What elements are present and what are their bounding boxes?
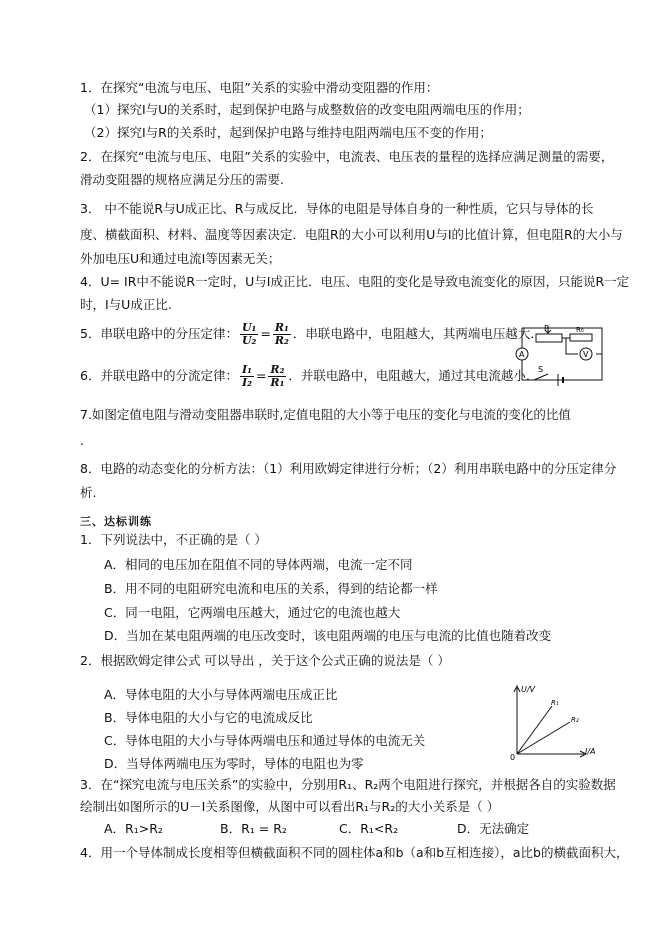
question-2-option-c: C．导体电阻的大小与导体两端电压和通过导体的电流无关 [104, 733, 426, 748]
question-1-option-a: A．相同的电压加在阻值不同的导体两端，电流一定不同 [104, 557, 413, 572]
point-5-suffix: ．串联电路中，电阻越大，其两端电压越大. [292, 326, 535, 341]
point-8-line-2: 析. [80, 485, 97, 500]
point-1: 1．在探究“电流与电压、电阻”关系的实验中滑动变阻器的作用： [80, 80, 439, 95]
question-2-option-a: A．导体电阻的大小与导体两端电压成正比 [104, 687, 338, 702]
point-6-prefix: 6．并联电路中的分流定律： [80, 368, 238, 383]
switch-label: S [538, 365, 544, 374]
slider-p-label: P [544, 324, 549, 333]
resistor-r0-label: R₀ [576, 326, 584, 334]
question-3-option-a: A．R₁>R₂ [104, 821, 163, 836]
question-1-option-b: B．用不同的电阻研究电流和电压的关系，得到的结论都一样 [104, 581, 438, 596]
question-1-option-c: C．同一电阻，它两端电压越大，通过它的电流也越大 [104, 605, 401, 620]
inverse-resistance-ratio-fraction: $\frac{\text{R₂}}{\text{R₁}}$ [270, 363, 285, 389]
resistance-ratio-fraction: $\frac{\text{R₁}}{\text{R₂}}$ [274, 321, 289, 347]
voltmeter-label: V [583, 350, 589, 359]
question-3-option-d: D．无法确定 [457, 821, 530, 836]
point-7-line-1: 7.如图定值电阻与滑动变阻器串联时,定值电阻的大小等于电压的变化与电流的变化的比值 [80, 407, 571, 422]
r1-label: R₁ [551, 699, 559, 707]
circuit-diagram [508, 322, 613, 386]
point-3-line-1: 3． 中不能说R与U成正比、R与成反比．导体的电阻是导体自身的一种性质，它只与导体的长 [80, 201, 594, 216]
point-7-line-2: . [80, 433, 84, 448]
current-ratio-fraction: $\frac{\text{I₁}}{\text{I₂}}$ [241, 363, 252, 389]
point-6-suffix: ．并联电路中，电阻越大，通过其电流越小. [288, 368, 530, 383]
r2-label: R₂ [571, 716, 579, 724]
question-4-stem: 4．用一个导体制成长度相等但横截面积不同的圆柱体a和b（a和b互相连接），a比b的横截面积大， [80, 845, 629, 860]
question-3-stem-line-2: 绘制出如图所示的U－I关系图像，从图中可以看出R₁与R₂的大小关系是（ ） [80, 799, 500, 814]
question-1-option-d: D．当加在某电阻两端的电压改变时，该电阻两端的电压与电流的比值也随着改变 [104, 628, 552, 643]
question-2-option-b: B．导体电阻的大小与它的电流成反比 [104, 710, 313, 725]
question-2-option-d: D．当导体两端电压为零时，导体的电阻也为零 [104, 756, 364, 771]
point-2-line-1: 2．在探究“电流与电压、电阻”关系的实验中，电流表、电压表的量程的选择应满足测量的需要， [80, 149, 614, 164]
point-2-line-2: 滑动变阻器的规格应满足分压的需要. [80, 172, 284, 187]
point-4-line-1: 4．U= IR中不能说R一定时，U与I成正比．电压、电阻的变化是导致电流变化的原因，只能说R一定 [80, 274, 630, 289]
point-5-prefix: 5．串联电路中的分压定律： [80, 326, 238, 341]
r2-line [517, 722, 570, 754]
point-4-line-2: 时，I与U成正比. [80, 297, 172, 312]
voltage-ratio-fraction: $\frac{\text{U₁}}{\text{U₂}}$ [241, 321, 257, 347]
point-3-line-2: 度、横截面积、材料、温度等因素决定．电阻R的大小可以利用U与I的比值计算，但电阻R的大小与 [80, 227, 623, 242]
point-3-line-3: 外加电压U和通过电流I等因素无关； [80, 251, 281, 266]
question-2-stem: 2．根据欧姆定律公式 可以导出 ，关于这个公式正确的说法是（ ） [80, 653, 450, 668]
question-3-option-c: C．R₁<R₂ [339, 821, 399, 836]
u-i-graph [500, 680, 604, 764]
point-5: 5．串联电路中的分压定律： $\frac{\text{U₁}}{\text{U₂}}$ = $\frac{\text{R₁}}{\text{R₂}}$ ．串联电路中，电阻越大，其两端电压越大. [80, 321, 535, 347]
question-3-option-b: B．R₁ = R₂ [220, 821, 287, 836]
question-3-stem-line-1: 3．在“探究电流与电压关系”的实验中，分别用R₁、R₂两个电阻进行探究，并根据各自的实验数据 [80, 777, 616, 792]
i-axis-label: I/A [585, 747, 596, 756]
point-8-line-1: 8．电路的动态变化的分析方法：（1）利用欧姆定律进行分析；（2）利用串联电路中的分压定律分 [80, 461, 617, 476]
ammeter-label: A [519, 350, 525, 359]
point-1-sub-1: （1）探究I与U的关系时，起到保护电路与成整数倍的改变电阻两端电压的作用； [84, 102, 530, 117]
point-6: 6．并联电路中的分流定律： $\frac{\text{I₁}}{\text{I₂}}$ = $\frac{\text{R₂}}{\text{R₁}}$ ．并联电路中，电阻越大，通过其电流越小. [80, 363, 530, 389]
u-axis-label: U/V [521, 685, 536, 694]
origin-label: 0 [510, 753, 516, 762]
point-1-sub-2: （2）探究I与R的关系时，起到保护电路与维持电阻两端电压不变的作用； [84, 125, 492, 140]
question-1-stem: 1．下列说法中，不正确的是（ ） [80, 532, 267, 547]
section-heading: 三、达标训练 [80, 515, 152, 528]
r1-line [517, 706, 552, 754]
